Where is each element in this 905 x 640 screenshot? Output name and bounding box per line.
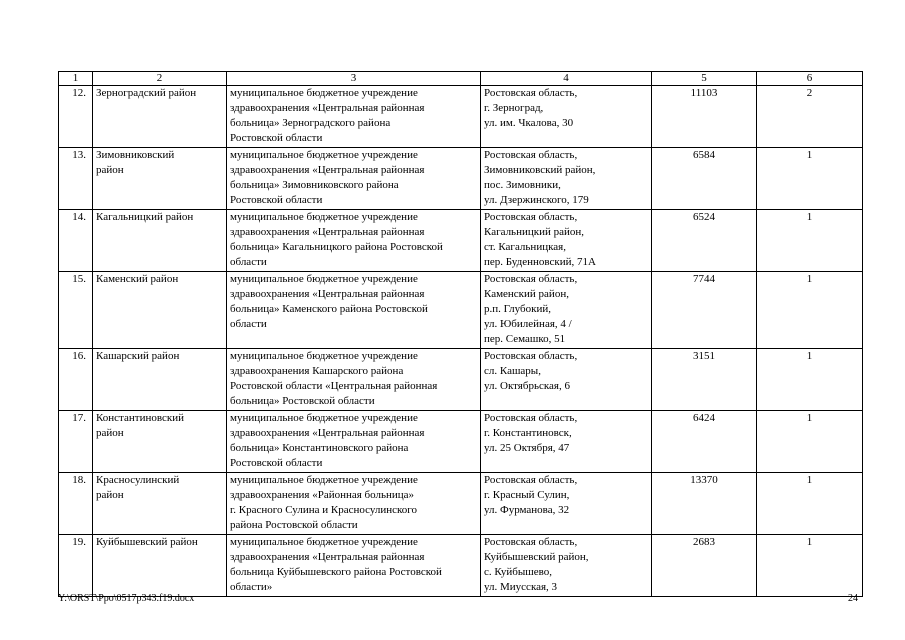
institution-cell-line: муниципальное бюджетное учреждение xyxy=(230,474,418,486)
row-number-cell: 12. xyxy=(59,86,93,148)
institution-cell-line: здравоохранения «Центральная районная xyxy=(230,288,425,300)
institution-cell-line: больница» Зерноградского района xyxy=(230,117,391,129)
row-number-cell: 17. xyxy=(59,411,93,473)
district-cell xyxy=(93,535,227,597)
address-cell xyxy=(481,210,652,272)
address-cell-line: ул. Юбилейная, 4 / xyxy=(484,318,572,330)
address-cell-line: Ростовская область, xyxy=(484,412,578,424)
address-cell-line: Зимовниковский район, xyxy=(484,164,596,176)
page-number: 24 xyxy=(848,593,858,604)
table-row xyxy=(59,349,863,411)
address-cell xyxy=(481,473,652,535)
address-cell-line: пос. Зимовники, xyxy=(484,179,561,191)
row-number-cell: 13. xyxy=(59,148,93,210)
institution-cell-line: больница» Константиновского района xyxy=(230,442,409,454)
institution-cell-line: здравоохранения Кашарского района xyxy=(230,365,404,377)
institution-cell xyxy=(227,535,481,597)
institution-cell-line: Ростовской области xyxy=(230,194,323,206)
address-cell-line: Ростовская область, xyxy=(484,350,578,362)
address-cell-line: ул. 25 Октября, 47 xyxy=(484,442,570,454)
district-cell-line: район xyxy=(96,427,124,439)
institution-cell xyxy=(227,411,481,473)
column-5-cell: 13370 xyxy=(652,473,757,535)
institution-cell-line: муниципальное бюджетное учреждение xyxy=(230,273,418,285)
institution-cell-line: муниципальное бюджетное учреждение xyxy=(230,350,418,362)
address-cell-line: ул. Октябрьская, 6 xyxy=(484,380,570,392)
institution-cell-line: больница» Ростовской области xyxy=(230,395,375,407)
column-6-cell: 1 xyxy=(757,535,863,597)
row-number-cell: 15. xyxy=(59,272,93,349)
address-cell-line: Ростовская область, xyxy=(484,474,578,486)
row-number-cell: 16. xyxy=(59,349,93,411)
institution-cell xyxy=(227,148,481,210)
district-cell xyxy=(93,272,227,349)
district-cell-line: район xyxy=(96,164,124,176)
column-6-cell: 1 xyxy=(757,210,863,272)
column-6-cell: 2 xyxy=(757,86,863,148)
column-5-cell: 2683 xyxy=(652,535,757,597)
header-row xyxy=(59,72,863,86)
address-cell-line: г. Красный Сулин, xyxy=(484,489,570,501)
address-cell-line: сл. Кашары, xyxy=(484,365,541,377)
institution-cell-line: здравоохранения «Центральная районная xyxy=(230,226,425,238)
institution-cell-line: здравоохранения «Районная больница» xyxy=(230,489,415,501)
header-cell-3: 3 xyxy=(227,72,481,86)
column-5-cell: 6584 xyxy=(652,148,757,210)
address-cell-line: Ростовская область, xyxy=(484,273,578,285)
address-cell xyxy=(481,272,652,349)
address-cell-line: ул. Дзержинского, 179 xyxy=(484,194,589,206)
address-cell-line: Ростовская область, xyxy=(484,536,578,548)
institution-cell-line: муниципальное бюджетное учреждение xyxy=(230,87,418,99)
table-row xyxy=(59,272,863,349)
institution-cell xyxy=(227,210,481,272)
institution-cell-line: области xyxy=(230,318,267,330)
institution-cell-line: больница Куйбышевского района Ростовской xyxy=(230,566,442,578)
institution-cell-line: Ростовской области xyxy=(230,457,323,469)
district-cell xyxy=(93,473,227,535)
district-cell-line: Константиновский xyxy=(96,412,184,424)
address-cell-line: ул. им. Чкалова, 30 xyxy=(484,117,574,129)
institution-cell-line: области» xyxy=(230,581,273,593)
column-6-cell: 1 xyxy=(757,148,863,210)
district-cell-line: Красносулинский xyxy=(96,474,180,486)
table-row xyxy=(59,535,863,597)
address-cell-line: пер. Буденновский, 71А xyxy=(484,256,596,268)
district-cell-line: район xyxy=(96,489,124,501)
institution-cell-line: Ростовской области «Центральная районная xyxy=(230,380,438,392)
district-cell-line: Кашарский район xyxy=(96,350,180,362)
institution-cell-line: района Ростовской области xyxy=(230,519,358,531)
district-cell-line: Каменский район xyxy=(96,273,179,285)
address-cell-line: г. Константиновск, xyxy=(484,427,572,439)
column-5-cell: 6524 xyxy=(652,210,757,272)
district-cell xyxy=(93,210,227,272)
column-5-cell: 7744 xyxy=(652,272,757,349)
institution-cell-line: г. Красного Сулина и Красносулинского xyxy=(230,504,418,516)
address-cell-line: г. Зерноград, xyxy=(484,102,544,114)
address-cell xyxy=(481,411,652,473)
institution-cell-line: больница» Зимовниковского района xyxy=(230,179,399,191)
district-cell xyxy=(93,148,227,210)
column-5-cell: 3151 xyxy=(652,349,757,411)
institution-cell xyxy=(227,86,481,148)
district-cell-line: Зерноградский район xyxy=(96,87,197,99)
institution-cell-line: муниципальное бюджетное учреждение xyxy=(230,211,418,223)
address-cell-line: ул. Миусская, 3 xyxy=(484,581,558,593)
address-cell-line: Куйбышевский район, xyxy=(484,551,589,563)
institution-cell-line: здравоохранения «Центральная районная xyxy=(230,164,425,176)
column-6-cell: 1 xyxy=(757,411,863,473)
institution-cell-line: муниципальное бюджетное учреждение xyxy=(230,412,418,424)
district-cell xyxy=(93,86,227,148)
header-cell-2: 2 xyxy=(93,72,227,86)
table-row xyxy=(59,411,863,473)
institution-cell-line: муниципальное бюджетное учреждение xyxy=(230,536,418,548)
district-cell xyxy=(93,349,227,411)
table-row xyxy=(59,473,863,535)
address-cell-line: Ростовская область, xyxy=(484,87,578,99)
table-row xyxy=(59,148,863,210)
address-cell-line: ст. Кагальницкая, xyxy=(484,241,566,253)
institution-cell-line: здравоохранения «Центральная районная xyxy=(230,427,425,439)
address-cell-line: Ростовская область, xyxy=(484,149,578,161)
column-5-cell: 11103 xyxy=(652,86,757,148)
institution-cell-line: больница» Каменского района Ростовской xyxy=(230,303,428,315)
address-cell xyxy=(481,148,652,210)
institution-cell-line: области xyxy=(230,256,267,268)
column-6-cell: 1 xyxy=(757,473,863,535)
document-table xyxy=(58,71,863,597)
header-cell-4: 4 xyxy=(481,72,652,86)
address-cell-line: р.п. Глубокий, xyxy=(484,303,551,315)
address-cell-line: пер. Семашко, 51 xyxy=(484,333,566,345)
column-5-cell: 6424 xyxy=(652,411,757,473)
institution-cell xyxy=(227,473,481,535)
row-number-cell: 14. xyxy=(59,210,93,272)
address-cell-line: с. Куйбышево, xyxy=(484,566,552,578)
district-cell-line: Куйбышевский район xyxy=(96,536,198,548)
address-cell-line: Ростовская область, xyxy=(484,211,578,223)
address-cell xyxy=(481,535,652,597)
row-number-cell: 19. xyxy=(59,535,93,597)
address-cell xyxy=(481,86,652,148)
column-6-cell: 1 xyxy=(757,272,863,349)
address-cell-line: Кагальницкий район, xyxy=(484,226,585,238)
institution-cell-line: больница» Кагальницкого района Ростовской xyxy=(230,241,443,253)
district-cell-line: Зимовниковский xyxy=(96,149,175,161)
address-cell-line: Каменский район, xyxy=(484,288,569,300)
table-row xyxy=(59,86,863,148)
address-cell xyxy=(481,349,652,411)
institution-cell-line: здравоохранения «Центральная районная xyxy=(230,102,425,114)
table-row xyxy=(59,210,863,272)
row-number-cell: 18. xyxy=(59,473,93,535)
column-6-cell: 1 xyxy=(757,349,863,411)
institution-cell xyxy=(227,272,481,349)
address-cell-line: ул. Фурманова, 32 xyxy=(484,504,570,516)
header-cell-1: 1 xyxy=(59,72,93,86)
institution-cell-line: муниципальное бюджетное учреждение xyxy=(230,149,418,161)
institution-cell-line: здравоохранения «Центральная районная xyxy=(230,551,425,563)
table-body xyxy=(59,86,863,597)
document-file-path: Y:\ORST\Ppo\0517p343.f19.docx xyxy=(58,593,195,604)
institution-cell xyxy=(227,349,481,411)
district-cell-line: Кагальницкий район xyxy=(96,211,194,223)
institution-cell-line: Ростовской области xyxy=(230,132,323,144)
header-cell-6: 6 xyxy=(757,72,863,86)
header-cell-5: 5 xyxy=(652,72,757,86)
district-cell xyxy=(93,411,227,473)
